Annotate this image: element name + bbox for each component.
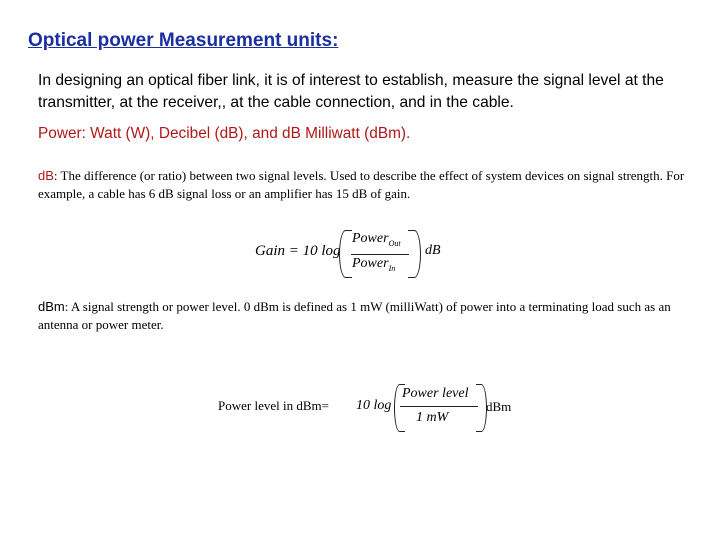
power-fraction-bar [400,406,478,407]
dbm-definition [38,298,688,334]
page-title: Optical power Measurement units: [28,30,339,51]
gain-formula [255,230,445,278]
intro-paragraph: In designing an optical fiber link, it is of interest to establish, measure the signal level at the transmitter, at the receiver,, at the cable connection, and in the cable. [38,72,664,111]
dbm-text: : A signal strength or power level. 0 dBm is defined as 1 mW (milliWatt) of power into a terminating load such as an antenna or power meter. [38,299,671,332]
power-denominator: 1 mW [416,410,449,425]
gain-fraction-bar [351,254,409,255]
db-definition [38,167,688,203]
gain-denominator: Power$_{In}$ [352,256,396,273]
power-level-formula [218,382,518,432]
dbm-term: dBm [38,299,65,314]
db-text: : The difference (or ratio) between two signal levels. Used to describe the effect of system devices on signal strength. For example, a cable has 6 dB signal loss or an amplifier has 15 dB of gain. [38,168,685,201]
gain-right-paren [408,230,421,278]
gain-unit: dB [425,243,441,258]
power-units-label: Power [38,125,82,142]
power-formula-log: 10 log [356,398,392,413]
power-units-text: : Watt (W), Decibel (dB), and dB Milliwatt (dBm). [81,125,411,142]
power-formula-lhs: Power level in dBm= [218,398,329,413]
power-unit: dBm [486,399,512,414]
power-units-line [38,125,410,143]
gain-formula-lhs: Gain = 10 log [255,243,341,259]
power-numerator: Power level [402,386,469,401]
gain-numerator: Power$_{Out}$ [352,231,401,248]
db-term: dB [38,168,54,183]
